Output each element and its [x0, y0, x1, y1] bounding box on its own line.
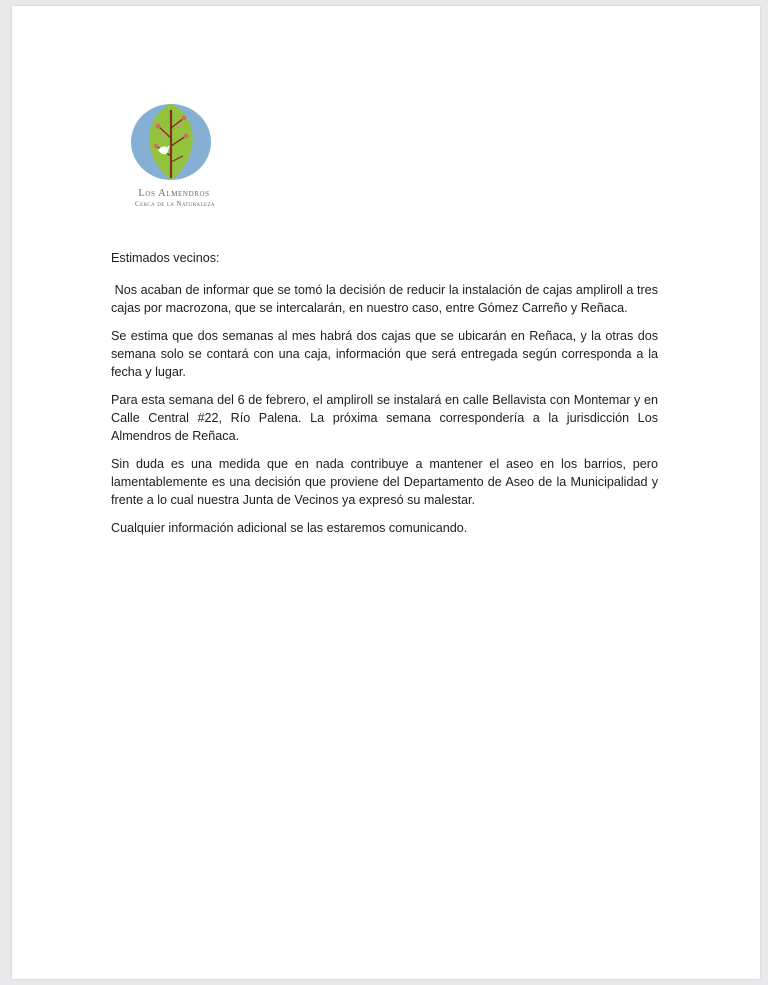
- letter-body: [111, 249, 662, 547]
- letter-paragraph: Nos acaban de informar que se tomó la decisión de reducir la instalación de cajas ampliroll a tres cajas por macrozona, que se intercalarán, en nuestro caso, entre Gómez Carreño y Reñaca.: [111, 283, 662, 315]
- logo-name: Los Almendros: [138, 188, 210, 199]
- letter-paragraph: Sin duda es una medida que en nada contribuye a mantener el aseo en los barrios, pero lamentablemente es una decisión que proviene del Departamento de Aseo de la Municipalidad y frente a lo cual nuestra Junta de Vecinos ya expresó su malestar.: [111, 457, 658, 507]
- logo-tagline: Cerca de la Naturaleza: [135, 200, 215, 208]
- almond-tree-leaf-icon: [128, 98, 214, 182]
- letter-greeting: Estimados vecinos:: [111, 251, 220, 265]
- document-page: [12, 6, 760, 979]
- letter-closing: Cualquier información adicional se las estaremos comunicando.: [111, 521, 468, 535]
- letter-paragraph: Para esta semana del 6 de febrero, el ampliroll se instalará en calle Bellavista con Montemar y en Calle Central #22, Río Palena. La próxima semana correspondería a la jurisdicción Los Almendros de Reñaca.: [111, 393, 658, 443]
- letter-paragraph: Se estima que dos semanas al mes habrá dos cajas que se ubicarán en Reñaca, y la otras dos semana solo se contará con una caja, información que será entregada según corresponda a la fecha y lugar.: [111, 329, 658, 379]
